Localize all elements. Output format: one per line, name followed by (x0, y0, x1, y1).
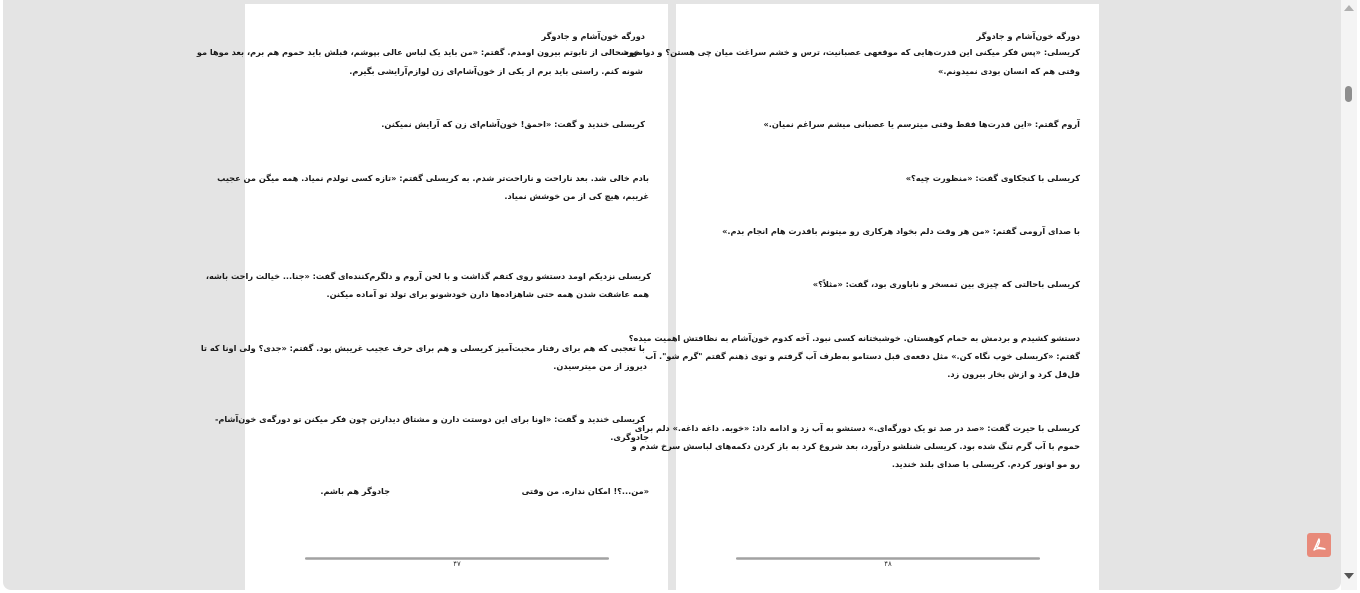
page-number: ۴۷ (453, 560, 461, 568)
pdf-button[interactable] (1307, 533, 1331, 557)
text-line: آروم گفتم: «این قدرت‌ها فقط وقتی میترسم یا عصبانی میشم سراغم نمیان.» (763, 119, 1080, 129)
text-line: غریبم، هیچ کی از من خوشش نمیاد. (504, 191, 649, 201)
text-line: کریسلی با کنجکاوی گفت: «منظورت چیه؟» (905, 173, 1080, 183)
text-line: قل‌قل کرد و ازش بخار بیرون زد. (947, 369, 1080, 379)
vertical-scrollbar[interactable] (1341, 0, 1357, 590)
text-line: کریسلی نزدیکم اومد دستشو روی کتفم گذاشت و با لحن آروم و دلگرم‌کننده‌ای گفت: «جنا... خیالت راحت باشه، (205, 271, 651, 281)
text-line: حموم با آب گرم تنگ شده بود. کریسلی شنلشو درآورد، بعد شروع کرد به باز کردن دکمه‌های لباسش سرخ شدم و (631, 441, 1080, 451)
text-line: بادم خالی شد. بعد ناراحت و ناراحت‌تر شدم. به کریسلی گفتم: «تازه کسی تولدم نمیاد. همه میگن من عجیب (217, 173, 649, 183)
text-line: گفتم: «کریسلی خوب نگاه کن.» مثل دفعه‌ی قبل دستامو به‌طرف آب گرفتم و توی ذهنم گفتم "گرم شو". آب (645, 351, 1080, 361)
text-line: دستشو کشیدم و بردمش به حمام کوهستان. خوشبختانه کسی نبود. آخه کدوم خون‌آشام به نظافتش اهمیت میده؟ (628, 333, 1080, 343)
text-line: «من...؟! امکان نداره. من وقتی (521, 486, 649, 496)
text-line: کریسلی باحالتی که چیزی بین تمسخر و ناباوری بود، گفت: «مثلاً؟» (812, 279, 1080, 289)
text-line: شونه کنم. راستی باید برم از یکی از خون‌آشام‌ای زن لوازم‌آرایشی بگیرم. (349, 66, 643, 76)
arrow-up-icon[interactable] (1344, 5, 1354, 11)
text-line: رو مو اونور کردم. کریسلی با صدای بلند خندید. (891, 459, 1080, 469)
text-line: با تعجبی که هم برای رفتار محبت‌آمیز کریسلی و هم برای حرف عجیب غریبش بود. گفتم: «جدی؟ ولی اونا که تا (200, 343, 645, 353)
text-line: دیروز از من میترسیدن. (553, 361, 647, 371)
text-line: با صدای آرومی گفتم: «من هر وقت دلم بخواد هرکاری رو میتونم باقدرت هام انجام بدم.» (722, 226, 1080, 236)
text-line: همه عاشقت شدن همه حتی شاهزاده‌ها دارن خودشونو برای تولد تو آماده میکنن. (326, 289, 649, 299)
page-47 (196, 4, 668, 590)
pdf-icon (1311, 537, 1327, 553)
text-line: با خوشحالی از تابوتم بیرون اومدم. گفتم: «من باید یک لباس عالی بپوشم، قبلش باید حموم هم برم، بعد موها مو (196, 47, 649, 57)
scroll-thumb[interactable] (1345, 86, 1352, 102)
arrow-down-icon[interactable] (1344, 573, 1354, 579)
page-number: ۴۸ (884, 560, 892, 568)
text-line: کریسلی خندید و گفت: «اونا برای این دوستت دارن و مشتاق دیدارتن چون فکر میکنن تو دورگه‌ی خون‌آشام- (214, 414, 645, 424)
text-line: کریسلی با حیرت گفت: «صد در صد تو یک دورگه‌ای.» دستشو به آب زد و ادامه داد: «خوبه. داغه داغه.» دلم برای (634, 423, 1080, 433)
page-header: دورگه خون‌آشام و جادوگر (976, 31, 1080, 41)
text-line: جادوگری. (610, 432, 649, 442)
page-header: دورگه خون‌آشام و جادوگر (541, 31, 645, 41)
text-line: کریسلی خندید و گفت: «احمق! خون‌آشام‌ای زن که آرایش نمیکنن. (381, 119, 645, 129)
document-viewer[interactable] (3, 0, 1341, 590)
text-line: جادوگر هم باشم. (320, 486, 390, 496)
text-line: کریسلی: «پس فکر میکنی این قدرت‌هایی که موقعهی عصبانیت، ترس و خشم سراغت میان چی هستن؟ و در مورد (623, 47, 1080, 57)
text-line: وقتی هم که انسان بودی نمیدونم.» (938, 66, 1080, 76)
